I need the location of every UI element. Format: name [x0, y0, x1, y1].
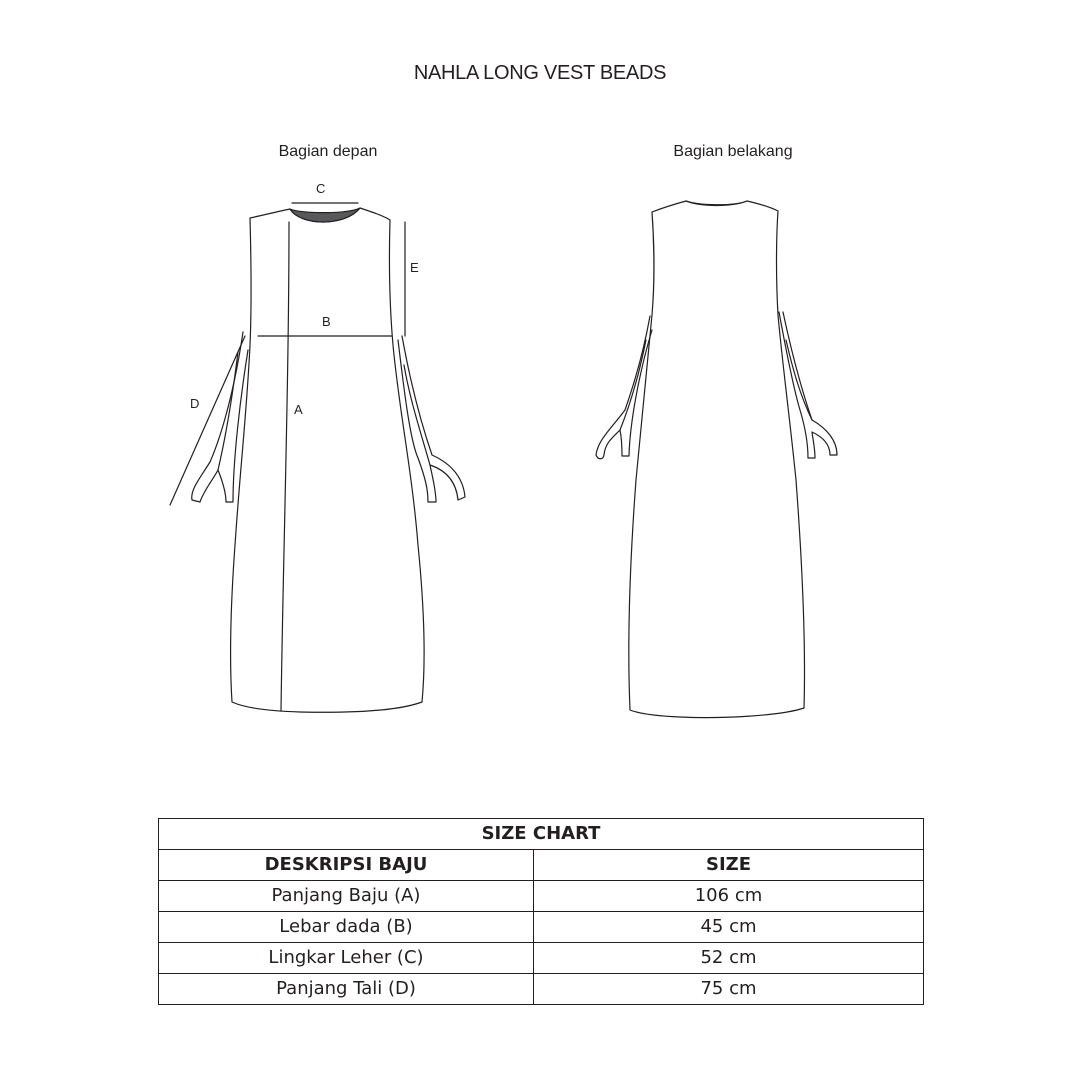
- row-size: 52 cm: [534, 943, 924, 974]
- front-left-tie: [192, 332, 248, 502]
- front-neckline-fill: [290, 208, 360, 222]
- measure-label-a: A: [294, 402, 303, 417]
- column-header-size: SIZE: [534, 850, 924, 881]
- table-row: [159, 881, 924, 912]
- measure-label-e: E: [410, 260, 419, 275]
- column-header-description: DESKRIPSI BAJU: [159, 850, 534, 881]
- measure-label-b: B: [322, 314, 331, 329]
- front-right-tie: [398, 336, 465, 502]
- row-size: 45 cm: [534, 912, 924, 943]
- row-size: 106 cm: [534, 881, 924, 912]
- row-size: 75 cm: [534, 974, 924, 1005]
- table-row: [159, 943, 924, 974]
- table-row: [159, 912, 924, 943]
- front-view-label: Bagian depan: [278, 143, 378, 160]
- measure-label-d: D: [190, 396, 200, 411]
- measure-label-c: C: [316, 181, 326, 196]
- row-description: Panjang Baju (A): [159, 881, 534, 912]
- back-garment-outline: [629, 201, 805, 718]
- size-chart-table: [158, 818, 924, 1005]
- back-right-tie: [779, 312, 837, 458]
- page-title: NAHLA LONG VEST BEADS: [413, 62, 667, 84]
- front-garment-outline: [231, 208, 425, 712]
- row-description: Lingkar Leher (C): [159, 943, 534, 974]
- front-center-seam: [281, 222, 289, 711]
- size-chart-title: SIZE CHART: [159, 819, 924, 850]
- row-description: Panjang Tali (D): [159, 974, 534, 1005]
- table-row: [159, 974, 924, 1005]
- row-description: Lebar dada (B): [159, 912, 534, 943]
- back-left-tie: [596, 316, 652, 459]
- back-view-label: Bagian belakang: [673, 143, 793, 160]
